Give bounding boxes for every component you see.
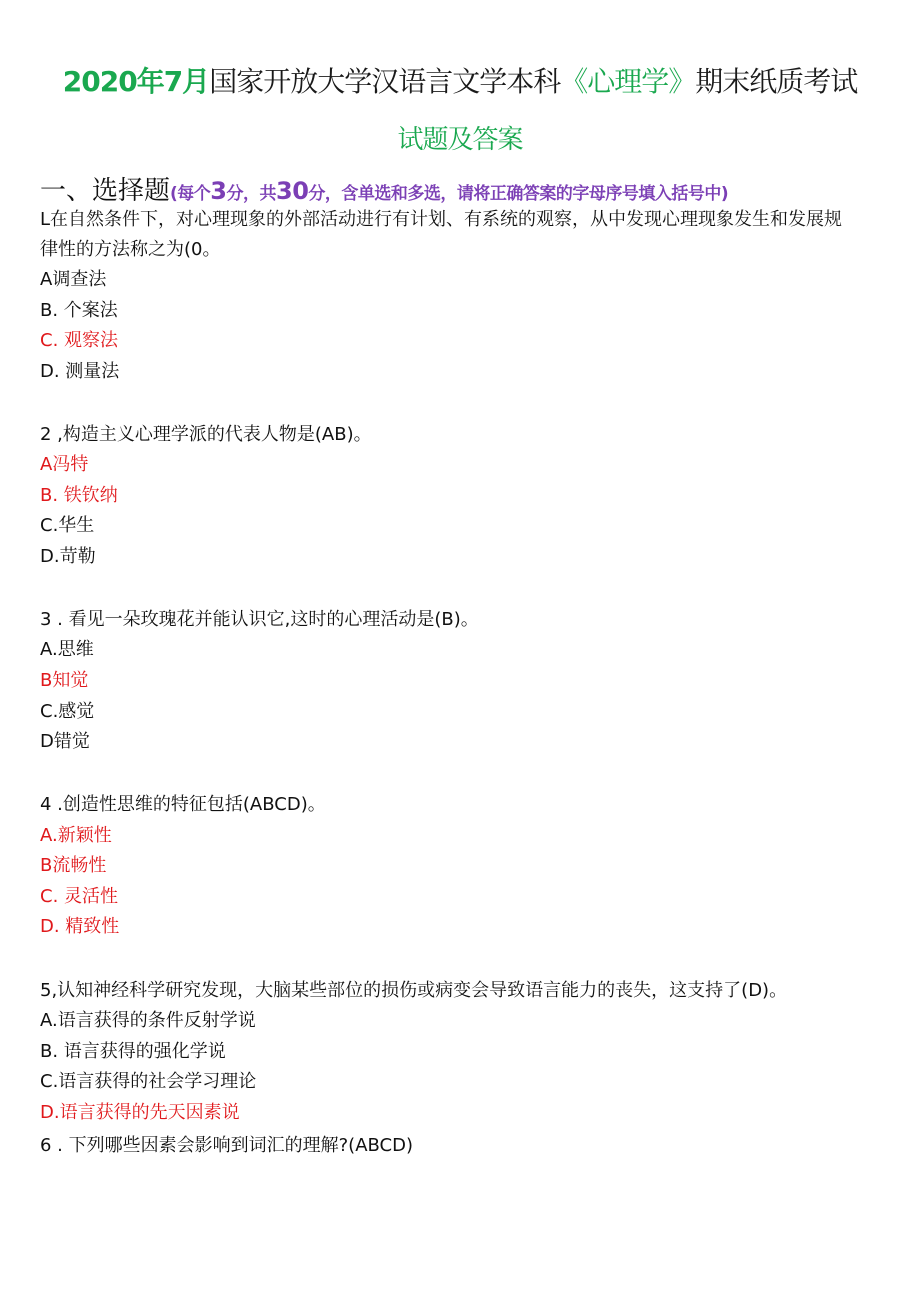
section-instructions: (每个3分，共30分，含单选和多选，请将正确答案的字母序号填入括号中) [170, 177, 729, 205]
question-5-option-d-answer: D.语言获得的先天因素说 [40, 1102, 240, 1123]
title-course: 《心理学》 [560, 65, 696, 98]
question-3-option-a: A.思维 [40, 639, 94, 660]
question-5-option-a: A.语言获得的条件反射学说 [40, 1010, 256, 1031]
question-4-option-c-answer: C. 灵活性 [40, 886, 119, 907]
question-1-option-d: D. 测量法 [40, 361, 120, 382]
question-3-option-d: D错觉 [40, 731, 90, 752]
question-1-option-a: A调查法 [40, 269, 107, 290]
question-2-stem: 2 ,构造主义心理学派的代表人物是(AB)。 [40, 424, 372, 445]
title-exam: 期末纸质考试 [695, 65, 858, 98]
question-2-option-d: D.苛勒 [40, 546, 96, 567]
question-4-option-d-answer: D. 精致性 [40, 916, 120, 937]
question-1-option-b: B. 个案法 [40, 300, 118, 321]
question-3-stem: 3 . 看见一朵玫瑰花并能认识它,这时的心理活动是(B)。 [40, 609, 479, 630]
document-subtitle: 试题及答案 [397, 125, 523, 155]
question-6-stem: 6 . 下列哪些因素会影响到词汇的理解?(ABCD) [40, 1135, 413, 1156]
title-university: 国家开放大学汉语言文学本科 [209, 65, 561, 98]
question-1-stem-line-1: L在自然条件下，对心理现象的外部活动进行有计划、有系统的观察，从中发现心理现象发生和发展规 [40, 209, 843, 230]
question-4-option-b-answer: B流畅性 [40, 855, 107, 876]
section-heading [40, 170, 728, 207]
question-2-option-b-answer: B. 铁钦纳 [40, 485, 118, 506]
title-year: 2020年7月 [62, 65, 210, 98]
question-4-option-a-answer: A.新颖性 [40, 825, 112, 846]
question-5-option-b: B. 语言获得的强化学说 [40, 1041, 226, 1062]
question-1-stem-line-2: 律性的方法称之为(0。 [40, 239, 221, 260]
question-4-stem: 4 .创造性思维的特征包括(ABCD)。 [40, 794, 326, 815]
question-1-option-c-answer: C. 观察法 [40, 330, 119, 351]
question-2-option-c: C.华生 [40, 515, 95, 536]
question-2-option-a-answer: A冯特 [40, 454, 89, 475]
question-3-option-b-answer: B知觉 [40, 670, 89, 691]
question-3-option-c: C.感觉 [40, 701, 95, 722]
question-5-stem: 5,认知神经科学研究发现，大脑某些部位的损伤或病变会导致语言能力的丧失，这支持了(D)。 [40, 980, 788, 1001]
document-title [0, 60, 920, 100]
question-5-option-c: C.语言获得的社会学习理论 [40, 1071, 257, 1092]
section-title: 一、选择题 [40, 176, 171, 206]
